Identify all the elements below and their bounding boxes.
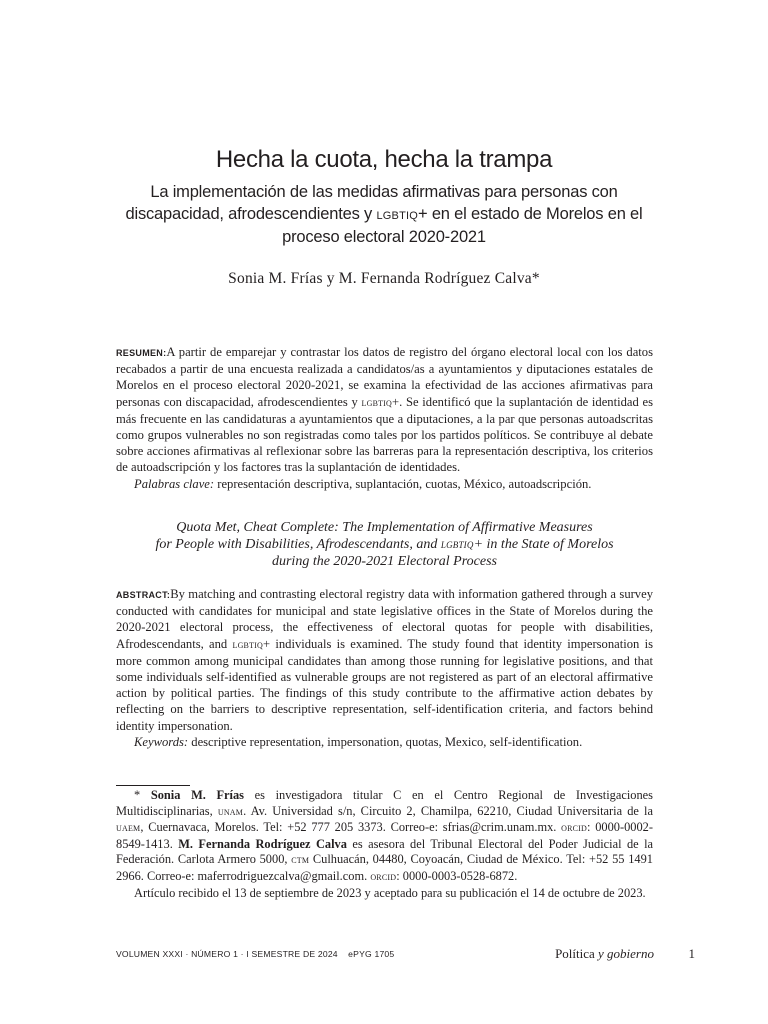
english-title-line-2-end: + in the State of Morelos: [473, 537, 614, 552]
abstract-section: [116, 586, 653, 750]
footnote-author-2: M. Fernanda Rodríguez Calva: [178, 836, 347, 851]
english-title-line-3: during the 2020-2021 Electoral Process: [271, 554, 497, 569]
footnote-orcid: orcid: [370, 870, 397, 883]
footnote-uaem: uaem: [116, 822, 141, 835]
abstract-text-end: + individuals is examined. The study found that identity impersonation is more common among municipal candidates than among those running for legislative positions, and that some individuals self-identified as vulnerable groups are not registered as part of an electoral affirmative action by political parties. The findings of this study contribute to the affirmative action debates by reflecting on the barriers to descriptive representation, self-identification criteria, and factors behind identity impersonation.: [116, 636, 653, 733]
abstract-keywords-label: Keywords:: [134, 734, 189, 749]
footnote-text: . Av. Universidad s/n, Circuito 2, Chamilpa, 62210, Ciudad Universitaria de la: [243, 803, 653, 818]
subtitle-acronym: lgbtiq: [376, 206, 418, 223]
footnote-text: es investigadora titular C en el Centro Regional de Investigaciones Multidisciplinarias,: [116, 788, 653, 818]
footnote-marker: *: [134, 788, 151, 802]
article-subtitle: [120, 181, 648, 248]
english-title: [116, 519, 653, 570]
subtitle-text-end: + en el estado de Morelos en el proceso electoral 2020-2021: [282, 205, 643, 246]
footer-journal-name: [520, 946, 654, 962]
journal-name-part-2: y gobierno: [594, 946, 654, 961]
footnote-unam: unam: [217, 805, 244, 818]
resumen-text-end: +. Se identificó que la suplantación de identidad es más frecuente en las candidaturas a ayuntamientos que a diputaciones, a la par que personas autoadscritas como grupos vulnerables no son registradas como tales por los partidos políticos. Se contribuye al debate sobre acciones afirmativas al reflexionar sobre las barreras para la representación descriptiva, los criterios de autoadscripción y los factores tras la suplantación de identidades.: [116, 394, 653, 475]
resumen-label: RESUMEN:: [116, 348, 167, 358]
footnote-divider: [116, 785, 190, 786]
resumen-keywords-label: Palabras clave:: [134, 476, 215, 491]
footnote-ctm: ctm: [291, 854, 310, 867]
footnote-orcid: orcid: [561, 822, 588, 835]
footer-volume: VOLUMEN XXXI · NÚMERO 1 · I SEMESTRE DE 2024: [116, 949, 338, 959]
english-title-line-2-start: for People with Disabilities, Afrodescendants, and: [155, 537, 441, 552]
footnote-received-date: Artículo recibido el 13 de septiembre de 2023 y aceptado para su publicación el 14 de octubre de 2023.: [134, 885, 646, 900]
subtitle-text-start: La implementación de las medidas afirmativas para personas con discapacidad, afrodescendientes y: [125, 183, 618, 223]
author-footnote: [116, 788, 653, 901]
abstract-label: ABSTRACT:: [116, 590, 171, 600]
english-title-line-1: Quota Met, Cheat Complete: The Implementation of Affirmative Measures: [176, 520, 593, 535]
article-title: Hecha la cuota, hecha la trampa: [215, 146, 553, 173]
resumen-acronym: lgbtiq: [361, 395, 393, 409]
abstract-text-start: By matching and contrasting electoral registry data with information gathered through a survey conducted with candidates for municipal and state legislative offices in the State of Morelos during the 2020-2021 electoral process, the effectiveness of electoral quotas for people with disabilities, Afrodescendants, and: [116, 587, 653, 651]
journal-name-part-1: Política: [555, 946, 595, 961]
article-authors: Sonia M. Frías y M. Fernanda Rodríguez Calva*: [228, 270, 540, 287]
footnote-text: : 0000-0002-8549-1413.: [116, 820, 654, 851]
footnote-text: Culhuacán, 04480, Coyoacán, Ciudad de México. Tel: +52 55 1491 2966. Correo-e: maferrodriguezcalva@gmail.com.: [116, 852, 653, 883]
resumen-keywords: representación descriptiva, suplantación, cuotas, México, autoadscripción.: [217, 476, 592, 491]
resumen-section: [116, 344, 653, 492]
footer-epyg: ePYG 1705: [348, 949, 395, 959]
footnote-author-1: Sonia M. Frías: [150, 788, 245, 802]
abstract-keywords: descriptive representation, impersonation, quotas, Mexico, self-identification.: [191, 734, 583, 749]
page-number: 1: [688, 946, 695, 961]
english-title-line-2: [116, 536, 653, 553]
footnote-text: : 0000-0003-0528-6872.: [396, 868, 518, 883]
footnote-text: , Cuernavaca, Morelos. Tel: +52 777 205 3373. Correo-e: sfrias@crim.unam.mx.: [140, 820, 562, 835]
footnote-text: es asesora del Tribunal Electoral del Poder Judicial de la Federación. Carlota Armero 5000,: [116, 836, 654, 867]
footer-volume-info: [116, 949, 394, 959]
abstract-acronym: lgbtiq: [232, 637, 264, 651]
english-title-acronym: lgbtiq: [440, 537, 474, 551]
resumen-text-start: A partir de emparejar y contrastar los datos de registro del órgano electoral local con los datos recabados a partir de una encuesta realizada a candidatos/as a ayuntamientos y diputaciones estatales de Morelos en el proceso electoral 2020-2021, se examina la efectividad de las acciones afirmativas para personas con discapacidad, afrodescendientes y: [116, 345, 653, 409]
